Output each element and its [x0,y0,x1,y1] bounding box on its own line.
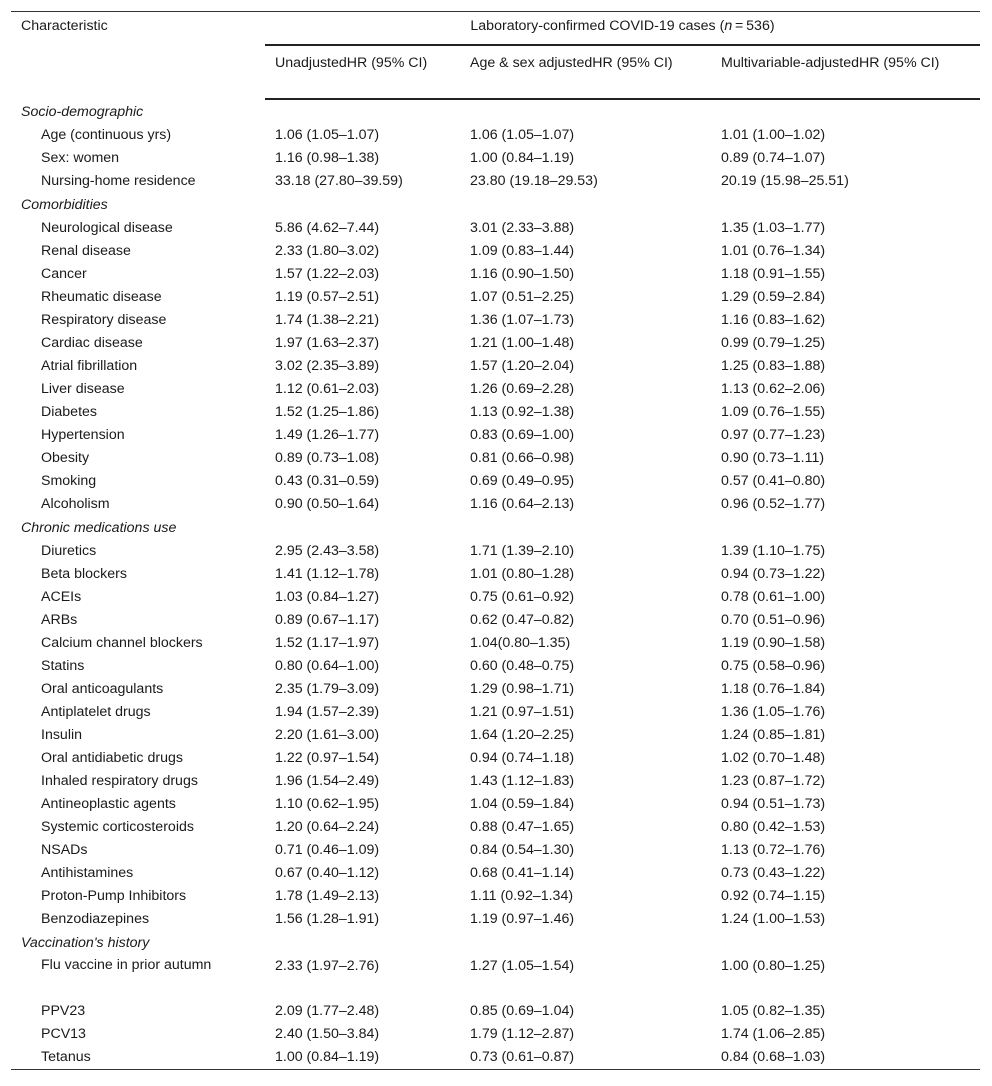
multivariable-adjusted-hr: 1.13 (0.62–2.06) [721,380,826,397]
age-sex-adjusted-hr: 1.16 (0.64–2.13) [470,495,575,512]
unadjusted-hr: 1.56 (1.28–1.91) [275,910,380,927]
characteristic-name: Antihistamines [41,864,134,881]
characteristic-name: Calcium channel blockers [41,634,203,651]
multivariable-adjusted-hr: 0.97 (0.77–1.23) [721,426,826,443]
age-sex-adjusted-header: Age & sex adjustedHR (95% CI) [460,45,711,99]
characteristic-name: Neurological disease [41,219,173,236]
group-title-suffix: = 536) [732,18,775,34]
multivariable-adjusted-hr: 0.84 (0.68–1.03) [711,1046,980,1070]
unadjusted-hr: 0.90 (0.50–1.64) [275,495,380,512]
age-sex-adjusted-hr: 1.16 (0.90–1.50) [470,265,575,282]
table-row [11,609,980,632]
multivariable-adjusted-hr: 1.25 (0.83–1.88) [721,357,826,374]
age-sex-adjusted-hr: 0.81 (0.66–0.98) [470,449,575,466]
characteristic-name: Diabetes [41,403,97,420]
characteristic-name: Renal disease [41,242,131,259]
age-sex-adjusted-hr: 0.83 (0.69–1.00) [470,426,575,443]
unadjusted-hr: 0.89 (0.73–1.08) [275,449,380,466]
unadjusted-hr: 2.33 (1.97–2.76) [275,957,380,974]
table-row [11,678,980,701]
multivariable-adjusted-hr: 1.24 (1.00–1.53) [721,910,826,927]
characteristic-name: ARBs [41,611,78,628]
multivariable-adjusted-hr: 0.94 (0.73–1.22) [721,565,826,582]
multivariable-adjusted-hr: 1.13 (0.72–1.76) [721,841,826,858]
multivariable-adjusted-hr: 1.01 (0.76–1.34) [721,242,826,259]
multivariable-adjusted-hr: 1.29 (0.59–2.84) [721,288,826,305]
unadjusted-hr: 3.02 (2.35–3.89) [275,357,380,374]
age-sex-adjusted-hr: 0.68 (0.41–1.14) [470,864,575,881]
table-row [11,586,980,609]
multivariable-adjusted-hr: 20.19 (15.98–25.51) [721,172,849,189]
characteristic-name: Sex: women [41,149,120,166]
characteristic-name: Tetanus [11,1046,265,1070]
multivariable-adjusted-header: Multivariable-adjustedHR (95% CI) [711,45,980,99]
age-sex-adjusted-hr: 0.75 (0.61–0.92) [470,588,575,605]
multivariable-adjusted-hr: 0.75 (0.58–0.96) [721,657,826,674]
unadjusted-hr: 0.89 (0.67–1.17) [275,611,380,628]
characteristic-name: Rheumatic disease [41,288,162,305]
table-row [11,885,980,908]
table-row [11,286,980,309]
unadjusted-hr: 1.74 (1.38–2.21) [275,311,380,328]
characteristic-name: Oral anticoagulants [41,680,164,697]
table-row [11,332,980,355]
unadjusted-hr: 1.52 (1.17–1.97) [275,634,380,651]
multivariable-adjusted-hr: 0.80 (0.42–1.53) [721,818,826,835]
unadjusted-hr: 0.80 (0.64–1.00) [275,657,380,674]
age-sex-adjusted-hr: 0.73 (0.61–0.87) [460,1046,711,1070]
characteristic-name: Statins [41,657,85,674]
unadjusted-hr: 2.95 (2.43–3.58) [275,542,380,559]
age-sex-adjusted-hr: 1.13 (0.92–1.38) [470,403,575,420]
age-sex-adjusted-hr: 1.29 (0.98–1.71) [470,680,575,697]
section-title: Chronic medications use [21,519,177,536]
unadjusted-hr: 2.40 (1.50–3.84) [275,1025,380,1042]
age-sex-adjusted-hr: 1.26 (0.69–2.28) [470,380,575,397]
table-row [11,839,980,862]
table-row [11,263,980,286]
multivariable-adjusted-hr: 0.90 (0.73–1.11) [721,449,825,466]
unadjusted-hr: 1.00 (0.84–1.19) [265,1046,460,1070]
age-sex-adjusted-hr: 23.80 (19.18–29.53) [470,172,598,189]
multivariable-adjusted-hr: 1.39 (1.10–1.75) [721,542,826,559]
table-row [11,309,980,332]
characteristic-name: ACEIs [41,588,82,605]
unadjusted-hr: 1.03 (0.84–1.27) [275,588,380,605]
age-sex-adjusted-hr: 1.19 (0.97–1.46) [470,910,575,927]
multivariable-adjusted-hr: 0.73 (0.43–1.22) [721,864,826,881]
multivariable-adjusted-hr: 1.36 (1.05–1.76) [721,703,826,720]
table-row [11,240,980,263]
multivariable-adjusted-hr: 0.89 (0.74–1.07) [721,149,826,166]
unadjusted-hr: 1.16 (0.98–1.38) [275,149,380,166]
age-sex-adjusted-hr: 1.36 (1.07–1.73) [470,311,575,328]
multivariable-adjusted-hr: 0.70 (0.51–0.96) [721,611,826,628]
age-sex-adjusted-hr: 1.57 (1.20–2.04) [470,357,575,374]
section-row [11,516,980,540]
multivariable-adjusted-hr: 1.18 (0.76–1.84) [721,680,826,697]
age-sex-adjusted-hr: 1.43 (1.12–1.83) [470,772,575,789]
unadjusted-hr: 1.97 (1.63–2.37) [275,334,380,351]
table-row [11,378,980,401]
hazard-ratio-table [11,11,980,1070]
unadjusted-hr: 1.57 (1.22–2.03) [275,265,380,282]
unadjusted-hr: 1.52 (1.25–1.86) [275,403,380,420]
table-row [11,147,980,170]
age-sex-adjusted-hr: 0.62 (0.47–0.82) [470,611,575,628]
multivariable-adjusted-hr: 1.09 (0.76–1.55) [721,403,826,420]
multivariable-adjusted-hr: 1.23 (0.87–1.72) [721,772,826,789]
age-sex-adjusted-hr: 1.00 (0.84–1.19) [470,149,575,166]
table-row [11,747,980,770]
characteristic-name: Beta blockers [41,565,127,582]
unadjusted-hr: 1.19 (0.57–2.51) [275,288,380,305]
unadjusted-hr: 2.33 (1.80–3.02) [275,242,380,259]
table-row [11,447,980,470]
group-title-n: n [724,18,733,34]
characteristic-name: NSADs [41,841,88,858]
multivariable-adjusted-hr: 0.78 (0.61–1.00) [721,588,826,605]
table-body [11,99,980,1070]
table-row [11,355,980,378]
age-sex-adjusted-hr: 1.04(0.80–1.35) [470,634,571,651]
characteristic-name: Antineoplastic agents [41,795,176,812]
characteristic-name: Atrial fibrillation [41,357,138,374]
table-row [11,701,980,724]
characteristic-name: PPV23 [41,1002,86,1019]
age-sex-adjusted-hr: 0.88 (0.47–1.65) [470,818,575,835]
characteristic-name: Smoking [41,472,97,489]
characteristic-name: Hypertension [41,426,125,443]
characteristic-name: Oral antidiabetic drugs [41,749,183,766]
table-row [11,217,980,240]
group-header [265,12,980,45]
multivariable-adjusted-hr: 0.94 (0.51–1.73) [721,795,826,812]
table-row [11,424,980,447]
characteristic-name: Antiplatelet drugs [41,703,151,720]
characteristic-name: Flu vaccine in prior autumn [41,956,212,973]
multivariable-adjusted-hr: 0.92 (0.74–1.15) [721,887,826,904]
age-sex-adjusted-hr: 0.84 (0.54–1.30) [470,841,575,858]
multivariable-adjusted-hr: 1.35 (1.03–1.77) [721,219,826,236]
unadjusted-hr: 0.71 (0.46–1.09) [275,841,380,858]
age-sex-adjusted-hr: 1.09 (0.83–1.44) [470,242,575,259]
age-sex-adjusted-hr: 1.27 (1.05–1.54) [470,957,575,974]
table-row [11,816,980,839]
table-row [11,724,980,747]
section-row [11,931,980,955]
multivariable-adjusted-hr: 1.24 (0.85–1.81) [721,726,826,743]
section-row [11,193,980,217]
characteristic-header: Characteristic [11,12,265,99]
age-sex-adjusted-hr: 1.71 (1.39–2.10) [470,542,575,559]
table-row [11,955,980,1000]
characteristic-name: Respiratory disease [41,311,167,328]
age-sex-adjusted-hr: 0.94 (0.74–1.18) [470,749,575,766]
multivariable-adjusted-hr: 1.18 (0.91–1.55) [721,265,826,282]
group-title-prefix: Laboratory-confirmed COVID-19 cases ( [470,18,725,34]
table-row [11,862,980,885]
characteristic-name: PCV13 [41,1025,86,1042]
table-row [11,563,980,586]
unadjusted-hr: 1.12 (0.61–2.03) [275,380,380,397]
age-sex-adjusted-hr: 0.69 (0.49–0.95) [470,472,575,489]
table-row [11,540,980,563]
table-row [11,908,980,931]
age-sex-adjusted-hr: 1.79 (1.12–2.87) [470,1025,575,1042]
characteristic-name: Proton-Pump Inhibitors [41,887,187,904]
unadjusted-hr: 1.22 (0.97–1.54) [275,749,380,766]
unadjusted-hr: 1.94 (1.57–2.39) [275,703,380,720]
unadjusted-hr: 0.43 (0.31–0.59) [275,472,380,489]
table-row [11,1046,980,1070]
age-sex-adjusted-hr: 1.21 (1.00–1.48) [470,334,575,351]
table-header [11,12,980,99]
unadjusted-hr: 0.67 (0.40–1.12) [275,864,380,881]
multivariable-adjusted-hr: 1.19 (0.90–1.58) [721,634,826,651]
characteristic-name: Cardiac disease [41,334,143,351]
age-sex-adjusted-hr: 1.07 (0.51–2.25) [470,288,575,305]
multivariable-adjusted-hr: 1.00 (0.80–1.25) [721,957,826,974]
characteristic-name: Age (continuous yrs) [41,126,172,143]
unadjusted-hr: 1.78 (1.49–2.13) [275,887,380,904]
table-row [11,770,980,793]
table-row [11,655,980,678]
unadjusted-hr: 1.20 (0.64–2.24) [275,818,380,835]
characteristic-name: Benzodiazepines [41,910,150,927]
characteristic-name: Inhaled respiratory drugs [41,772,198,789]
table-row [11,1000,980,1023]
age-sex-adjusted-hr: 1.11 (0.92–1.34) [470,887,574,904]
characteristic-name: Obesity [41,449,90,466]
unadjusted-hr: 1.96 (1.54–2.49) [275,772,380,789]
age-sex-adjusted-hr: 0.60 (0.48–0.75) [470,657,575,674]
age-sex-adjusted-hr: 0.85 (0.69–1.04) [470,1002,575,1019]
table-row [11,493,980,516]
table-row [11,1023,980,1046]
age-sex-adjusted-hr: 1.64 (1.20–2.25) [470,726,575,743]
characteristic-name: Cancer [41,265,87,282]
age-sex-adjusted-hr: 1.04 (0.59–1.84) [470,795,575,812]
age-sex-adjusted-hr: 1.06 (1.05–1.07) [470,126,575,143]
unadjusted-hr: 1.10 (0.62–1.95) [275,795,380,812]
unadjusted-hr: 2.09 (1.77–2.48) [275,1002,380,1019]
multivariable-adjusted-hr: 1.01 (1.00–1.02) [721,126,826,143]
characteristic-name: Alcoholism [41,495,110,512]
characteristic-name: Systemic corticosteroids [41,818,194,835]
section-title: Socio-demographic [21,103,144,120]
characteristic-name: Liver disease [41,380,125,397]
table-row [11,793,980,816]
multivariable-adjusted-hr: 1.02 (0.70–1.48) [721,749,826,766]
unadjusted-hr: 5.86 (4.62–7.44) [275,219,380,236]
table-row [11,124,980,147]
section-title: Vaccination's history [21,934,150,951]
table-row [11,401,980,424]
multivariable-adjusted-hr: 0.99 (0.79–1.25) [721,334,826,351]
unadjusted-hr: 2.20 (1.61–3.00) [275,726,380,743]
unadjusted-hr: 1.49 (1.26–1.77) [275,426,380,443]
section-row [11,99,980,124]
table-row [11,632,980,655]
unadjusted-hr: 1.41 (1.12–1.78) [275,565,380,582]
unadjusted-hr: 2.35 (1.79–3.09) [275,680,380,697]
table-row [11,170,980,193]
table-row [11,470,980,493]
age-sex-adjusted-hr: 1.01 (0.80–1.28) [470,565,575,582]
section-title: Comorbidities [21,196,108,213]
multivariable-adjusted-hr: 1.74 (1.06–2.85) [721,1025,826,1042]
unadjusted-header: UnadjustedHR (95% CI) [265,45,460,99]
results-table-container [11,11,980,1070]
age-sex-adjusted-hr: 3.01 (2.33–3.88) [470,219,575,236]
multivariable-adjusted-hr: 1.16 (0.83–1.62) [721,311,826,328]
multivariable-adjusted-hr: 0.57 (0.41–0.80) [721,472,826,489]
unadjusted-hr: 33.18 (27.80–39.59) [275,172,403,189]
characteristic-name: Diuretics [41,542,97,559]
unadjusted-hr: 1.06 (1.05–1.07) [275,126,380,143]
characteristic-name: Nursing-home residence [41,172,196,189]
age-sex-adjusted-hr: 1.21 (0.97–1.51) [470,703,575,720]
characteristic-name: Insulin [41,726,83,743]
multivariable-adjusted-hr: 1.05 (0.82–1.35) [721,1002,826,1019]
multivariable-adjusted-hr: 0.96 (0.52–1.77) [721,495,826,512]
